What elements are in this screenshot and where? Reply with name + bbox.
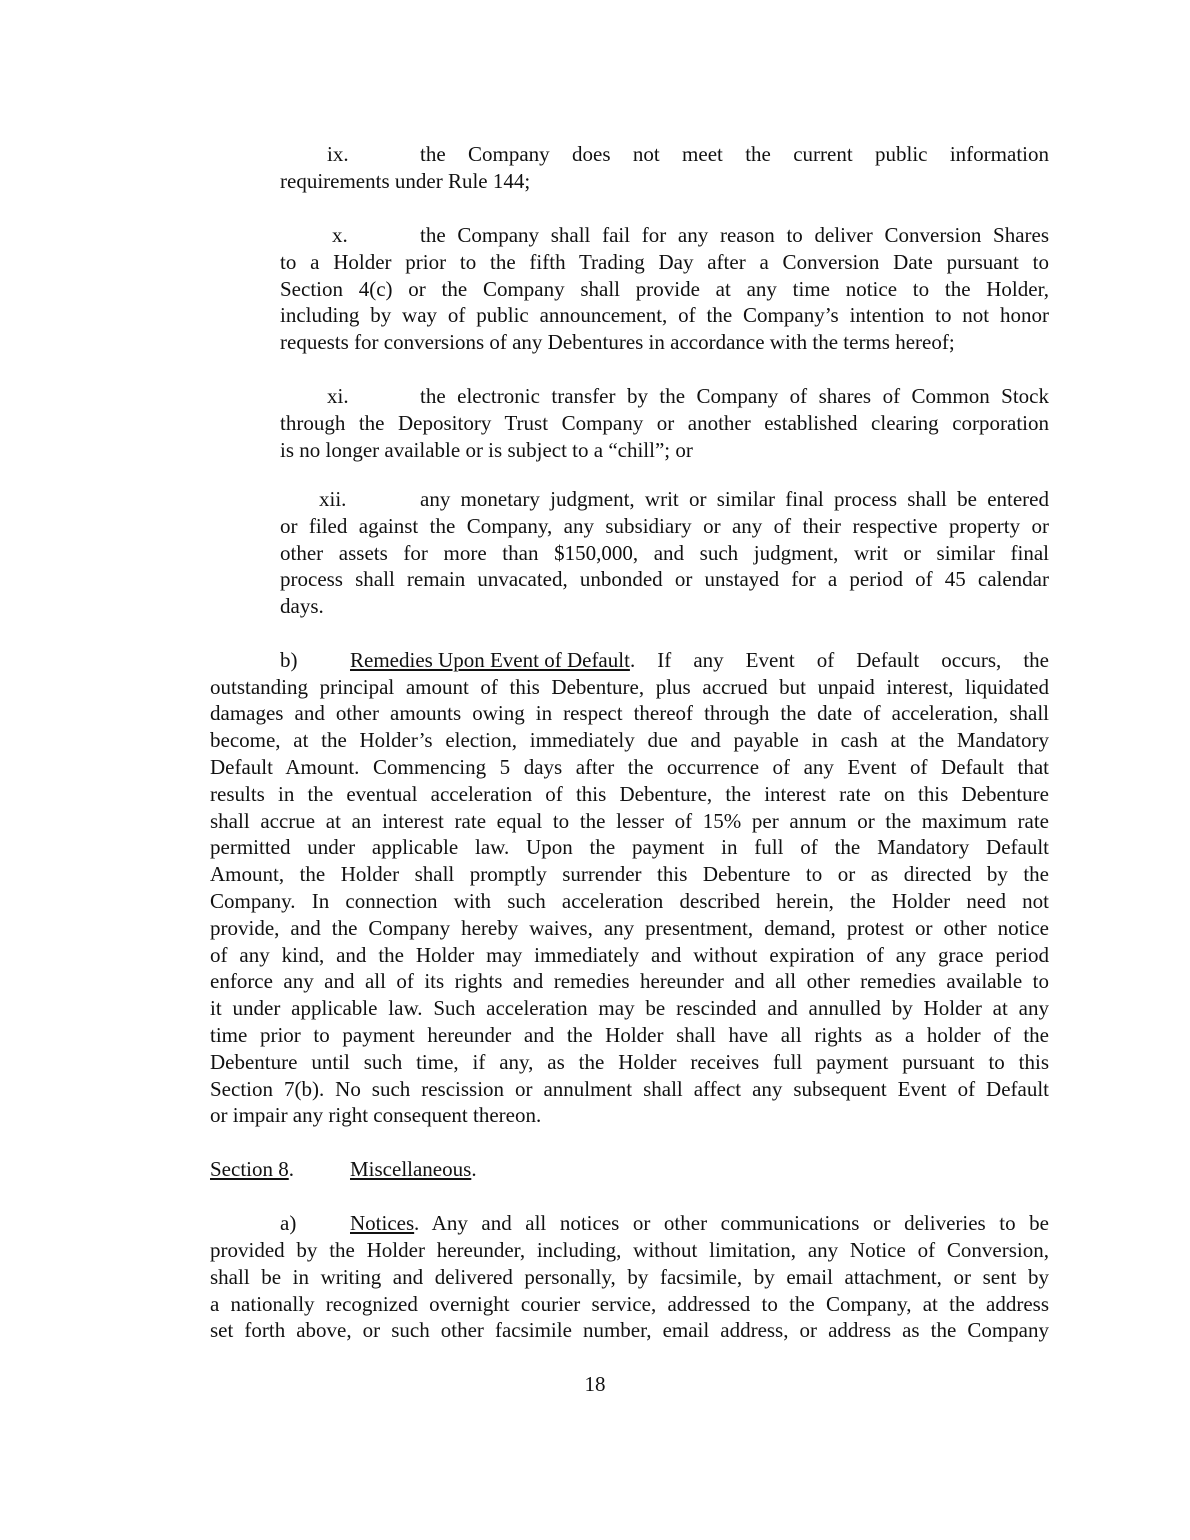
paragraph-line: provided by the Holder hereunder, including, without limitation, any Notice of Conversion, (210, 1238, 1049, 1262)
item-first-line: any monetary judgment, writ or similar final process shall be entered (420, 487, 1049, 511)
item-line: or filed against the Company, any subsidiary or any of their respective property or (280, 514, 1049, 538)
paragraph-line: damages and other amounts owing in respect thereof through the date of acceleration, shall (210, 701, 1049, 725)
section-title: Miscellaneous (350, 1157, 472, 1181)
paragraph-first-line: . Any and all notices or other communications or deliveries to be (414, 1211, 1049, 1235)
item-line: other assets for more than $150,000, and such judgment, writ or similar final (280, 541, 1049, 565)
paragraph-number: a) (280, 1211, 297, 1235)
item-line: days. (280, 594, 324, 618)
item-number: xii. (319, 487, 347, 511)
paragraph-line: a nationally recognized overnight courier service, addressed to the Company, at the address (210, 1292, 1049, 1316)
item-number: xi. (327, 384, 349, 408)
paragraph-line: Default Amount. Commencing 5 days after the occurrence of any Event of Default that (210, 755, 1049, 779)
paragraph-first-line: . If any Event of Default occurs, the (630, 648, 1049, 672)
item-number: ix. (327, 142, 349, 166)
paragraph-line: Amount, the Holder shall promptly surrender this Debenture to or as directed by the (210, 862, 1049, 886)
paragraph-line: results in the eventual acceleration of this Debenture, the interest rate on this Debenture (210, 782, 1049, 806)
paragraph-line: or impair any right consequent thereon. (210, 1103, 542, 1127)
paragraph-line: Company. In connection with such acceleration described herein, the Holder need not (210, 889, 1049, 913)
paragraph-line: shall be in writing and delivered personally, by facsimile, by email attachment, or sent by (210, 1265, 1049, 1289)
paragraph-line: provide, and the Company hereby waives, any presentment, demand, protest or other notice (210, 916, 1049, 940)
item-line: through the Depository Trust Company or another established clearing corporation (280, 411, 1049, 435)
paragraph-line: outstanding principal amount of this Debenture, plus accrued but unpaid interest, liquidated (210, 675, 1049, 699)
item-first-line: the Company does not meet the current public information (420, 142, 1049, 166)
item-line: process shall remain unvacated, unbonded or unstayed for a period of 45 calendar (280, 567, 1049, 591)
page-number: 18 (584, 1372, 606, 1396)
paragraph-line: shall accrue at an interest rate equal to the lesser of 15% per annum or the maximum rate (210, 809, 1049, 833)
item-number: x. (332, 223, 348, 247)
paragraph-line: it under applicable law. Such acceleration may be rescinded and annulled by Holder at any (210, 996, 1049, 1020)
paragraph-line: time prior to payment hereunder and the Holder shall have all rights as a holder of the (210, 1023, 1049, 1047)
item-line: is no longer available or is subject to a “chill”; or (280, 438, 693, 462)
item-line: to a Holder prior to the fifth Trading Day after a Conversion Date pursuant to (280, 250, 1049, 274)
paragraph-line: enforce any and all of its rights and remedies hereunder and all other remedies available to (210, 969, 1049, 993)
paragraph-line: of any kind, and the Holder may immediately and without expiration of any grace period (210, 943, 1049, 967)
paragraph-line: become, at the Holder’s election, immediately due and payable in cash at the Mandatory (210, 728, 1049, 752)
item-first-line: the Company shall fail for any reason to deliver Conversion Shares (420, 223, 1049, 247)
paragraph-line: permitted under applicable law. Upon the payment in full of the Mandatory Default (210, 835, 1049, 859)
item-line: requirements under Rule 144; (280, 169, 531, 193)
notices-heading: Notices (350, 1211, 415, 1235)
item-first-line: the electronic transfer by the Company of shares of Common Stock (420, 384, 1049, 408)
paragraph-line: Section 7(b). No such rescission or annulment shall affect any subsequent Event of Default (210, 1077, 1049, 1101)
remedies-heading: Remedies Upon Event of Default (350, 648, 630, 672)
item-line: including by way of public announcement, of the Company’s intention to not honor (280, 303, 1049, 327)
paragraph-number: b) (280, 648, 298, 672)
item-line: requests for conversions of any Debentures in accordance with the terms hereof; (280, 330, 955, 354)
paragraph-line: Debenture until such time, if any, as the Holder receives full payment pursuant to this (210, 1050, 1049, 1074)
document-page: ix. the Company does not meet the current public information requirements under Rule 144; x. the Company shall fail for any reason to deliver Conversion Shares to a Holder prior to the fifth Trading Day after a Conversion Date pursuant to Section 4(c) or the Company shall provide at any time notice to the Holder, including by way of public announcement, of the Company’s intention to not honor requests for conversions of any Debentures in accordance with the terms hereof; xi. the electronic transfer by the Company of shares of Common Stock through the Depository Trust Company or another established clearing corporation is no longer available or is subject to a “chill”; or xii. any monetary judgment, writ or similar final process shall be entered or filed against the Company, any subsidiary or any of their respective property or other assets for more than $150,000, and such judgment, writ or similar final process shall remain unvacated, unbonded or unstayed for a period of 45 calendar days. b) Remedies Upon Event of Default . If any Event of Default occurs, the outstanding principal amount of this Debenture, plus accrued but unpaid interest, liquidated damages and other amounts owing in respect thereof through the date of acceleration, shall become, at the Holder’s election, immediately due and payable in cash at the Mandatory Default Amount. Commencing 5 days after the occurrence of any Event of Default that results in the eventual acceleration of this Debenture, the interest rate on this Debenture shall accrue at an interest rate equal to the lesser of 15% per annum or the maximum rate permitted under applicable law. Upon the payment in full of the Mandatory Default Amount, the Holder shall promptly surrender this Debenture to or as directed by the Company. In connection with such acceleration described herein, the Holder need not provide, and the Company hereby waives, any presentment, demand, protest or other notice of any kind, and the Holder may immediately and without expiration of any grace period enforce any and all of its rights and remedies hereunder and all other remedies available to it under applicable law. Such acceleration may be rescinded and annulled by Holder at any time prior to payment hereunder and the Holder shall have all rights as a holder of the Debenture until such time, if any, as the Holder receives full payment pursuant to this Section 7(b). No such rescission or annulment shall affect any subsequent Event of Default or impair any right consequent thereon. Section 8. Miscellaneous. a) Notices . Any and all notices or other communications or deliveries to be provided by the Holder hereunder, including, without limitation, any Notice of Conversion, shall be in writing and delivered personally, by facsimile, by email attachment, or sent by a nationally recognized overnight courier service, addressed to the Company, at the address set forth above, or such other facsimile number, email address, or address as the Company 18 (0, 0, 1190, 1540)
paragraph-line: set forth above, or such other facsimile number, email address, or address as the Company (210, 1318, 1049, 1342)
item-line: Section 4(c) or the Company shall provide at any time notice to the Holder, (280, 277, 1049, 301)
section-label: Section 8 (210, 1157, 289, 1181)
